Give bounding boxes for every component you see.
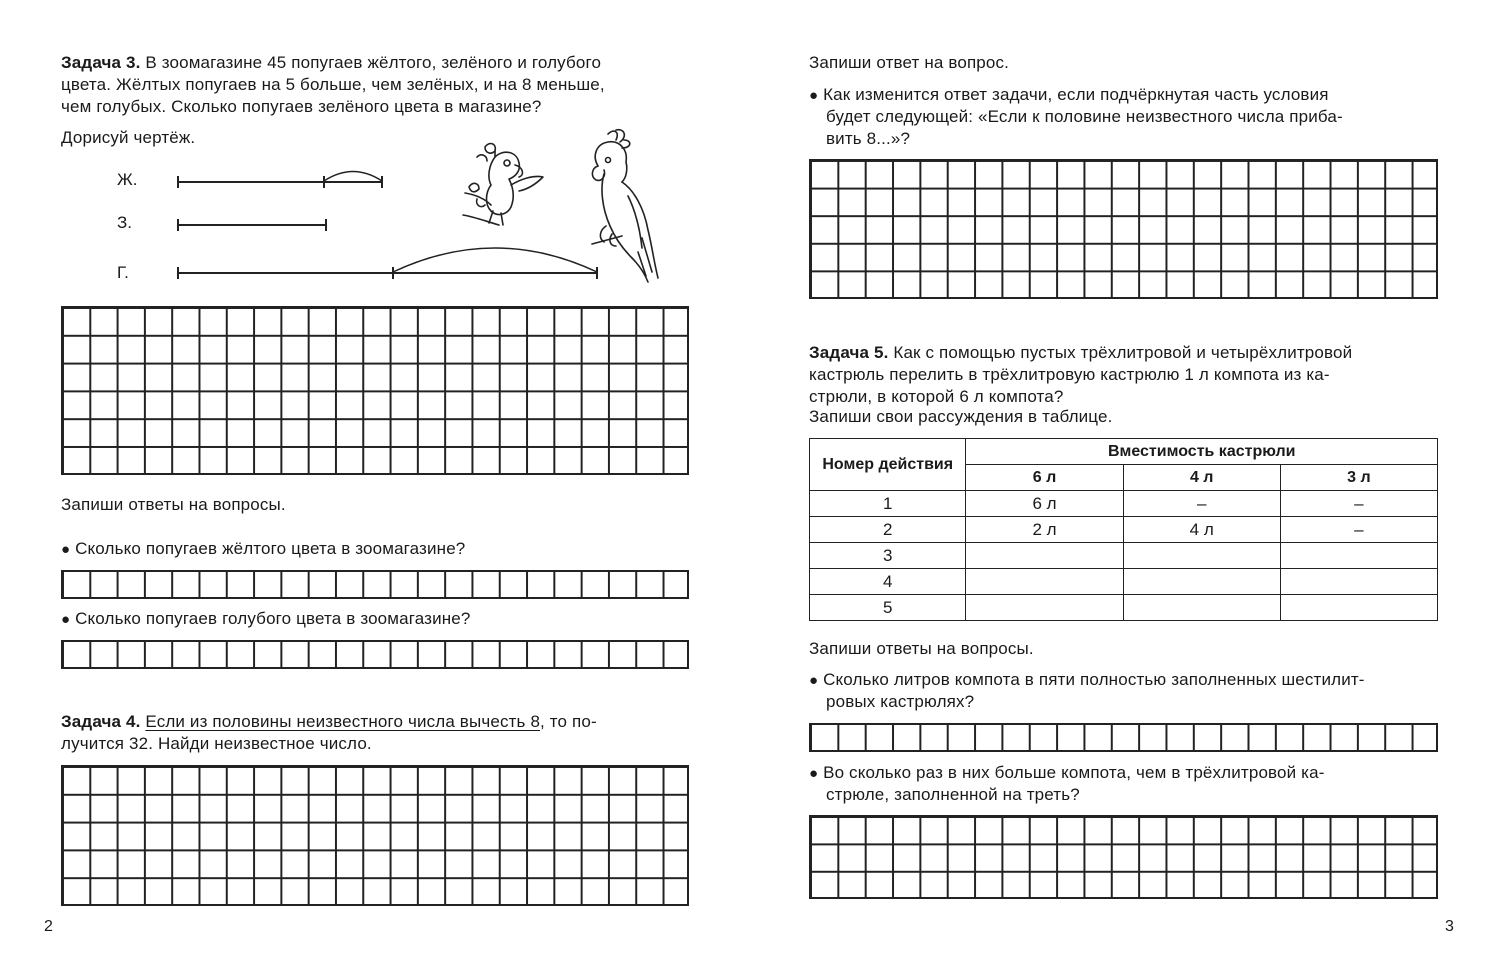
table-row [810, 491, 1438, 517]
task3-label: Задача 3. [61, 53, 141, 72]
bullet-icon: ● [61, 541, 71, 558]
followup-question-line3: вить 8...»? [826, 129, 911, 148]
followup-question-line1: ● Как изменится ответ задачи, если подчёркнутая часть условия [809, 85, 1329, 104]
page-number-right: 3 [1445, 918, 1454, 935]
answers-prompt: Запиши ответы на вопросы. [61, 495, 286, 514]
arc-blue [393, 248, 597, 272]
task4-line1-rest: , то по- [540, 712, 597, 731]
cockatoo-icon [578, 126, 668, 286]
header-4l: 4 л [1123, 465, 1280, 491]
task4-line1 [61, 711, 597, 733]
bullet-icon: ● [809, 672, 819, 689]
answer-prompt: Запиши ответ на вопрос. [809, 53, 1010, 72]
task4-underlined: Если из половины неизвестного числа вычесть 8 [145, 712, 541, 731]
cell: 5 [810, 595, 966, 621]
cell[interactable] [1280, 569, 1437, 595]
task5-line3: стрюли, в которой 6 л компота? [809, 387, 1064, 406]
cell[interactable] [1123, 595, 1280, 621]
cell[interactable] [966, 595, 1123, 621]
cell: 4 л [1123, 517, 1280, 543]
bullet-icon: ● [61, 611, 71, 628]
answer-grid-task3[interactable] [61, 306, 689, 475]
question-blue-text: Сколько попугаев голубого цвета в зоомагазине? [75, 609, 471, 628]
task5-question1-line2: ровых кастрюлях? [826, 692, 975, 711]
task4-line2: лучится 32. Найди неизвестное число. [61, 734, 372, 753]
bullet-icon: ● [809, 765, 819, 782]
header-capacity: Вместимость кастрюли [966, 439, 1438, 465]
question-yellow-text: Сколько попугаев жёлтого цвета в зоомагазине? [75, 539, 466, 558]
cell: 3 [810, 543, 966, 569]
arc-yellow [324, 172, 382, 182]
cell: 4 [810, 569, 966, 595]
answer-grid-followup[interactable] [809, 159, 1438, 299]
parrot-with-branch-icon [455, 135, 555, 235]
cell[interactable] [1280, 543, 1437, 569]
answer-grid-blue[interactable] [61, 640, 689, 669]
cell[interactable] [966, 569, 1123, 595]
cell[interactable] [966, 543, 1123, 569]
task5-question2-line2: стрюле, заполненной на треть? [826, 785, 1080, 804]
task4-label: Задача 4. [61, 712, 141, 731]
question-blue [61, 608, 470, 631]
bullet-icon: ● [809, 87, 819, 104]
cell: 2 [810, 517, 966, 543]
task5-label: Задача 5. [809, 343, 889, 362]
cell: – [1280, 517, 1437, 543]
answer-grid-q2[interactable] [809, 815, 1438, 899]
answer-grid-task4[interactable] [61, 765, 689, 906]
task3-text-3: чем голубых. Сколько попугаев зелёного цвета в магазине? [61, 97, 542, 116]
question-yellow [61, 538, 465, 561]
cell[interactable] [1123, 569, 1280, 595]
task3-text-2: цвета. Жёлтых попугаев на 5 больше, чем зелёных, и на 8 меньше, [61, 75, 605, 94]
answer-grid-yellow[interactable] [61, 570, 689, 599]
header-3l: 3 л [1280, 465, 1437, 491]
followup-question-line2: будет следующей: «Если к половине неизвестного числа приба- [826, 107, 1343, 126]
right-page [750, 0, 1500, 972]
cell: 1 [810, 491, 966, 517]
task5-answers-prompt: Запиши ответы на вопросы. [809, 639, 1034, 658]
answer-grid-q1[interactable] [809, 723, 1438, 752]
pouring-table [809, 438, 1438, 621]
task5-question1-line1: ● Сколько литров компота в пяти полностью заполненных шестилит- [809, 670, 1365, 689]
task5-line4: Запиши свои рассуждения в таблице. [809, 407, 1113, 426]
cell[interactable] [1123, 543, 1280, 569]
header-6l: 6 л [966, 465, 1123, 491]
table-row [810, 595, 1438, 621]
table-row [810, 543, 1438, 569]
segment-label-blue: Г. [117, 263, 129, 282]
cell: 6 л [966, 491, 1123, 517]
cell: 2 л [966, 517, 1123, 543]
cell[interactable] [1280, 595, 1437, 621]
table-row [810, 517, 1438, 543]
segment-label-green: З. [117, 213, 132, 232]
task5-question2-line1: ● Во сколько раз в них больше компота, чем в трёхлитровой ка- [809, 763, 1325, 782]
cell: – [1280, 491, 1437, 517]
cell: – [1123, 491, 1280, 517]
task5-line1: Задача 5. Как с помощью пустых трёхлитровой и четырёхлитровой [809, 343, 1353, 362]
task5-line2: кастрюль перелить в трёхлитровую кастрюлю 1 л компота из ка- [809, 365, 1330, 384]
header-action-number: Номер действия [810, 439, 966, 491]
page-number-left: 2 [44, 918, 53, 935]
task3-text-1: В зоомагазине 45 попугаев жёлтого, зелёного и голубого [145, 53, 602, 72]
drawing-prompt: Дорисуй чертёж. [61, 128, 196, 147]
segment-label-yellow: Ж. [117, 170, 138, 189]
table-row [810, 569, 1438, 595]
